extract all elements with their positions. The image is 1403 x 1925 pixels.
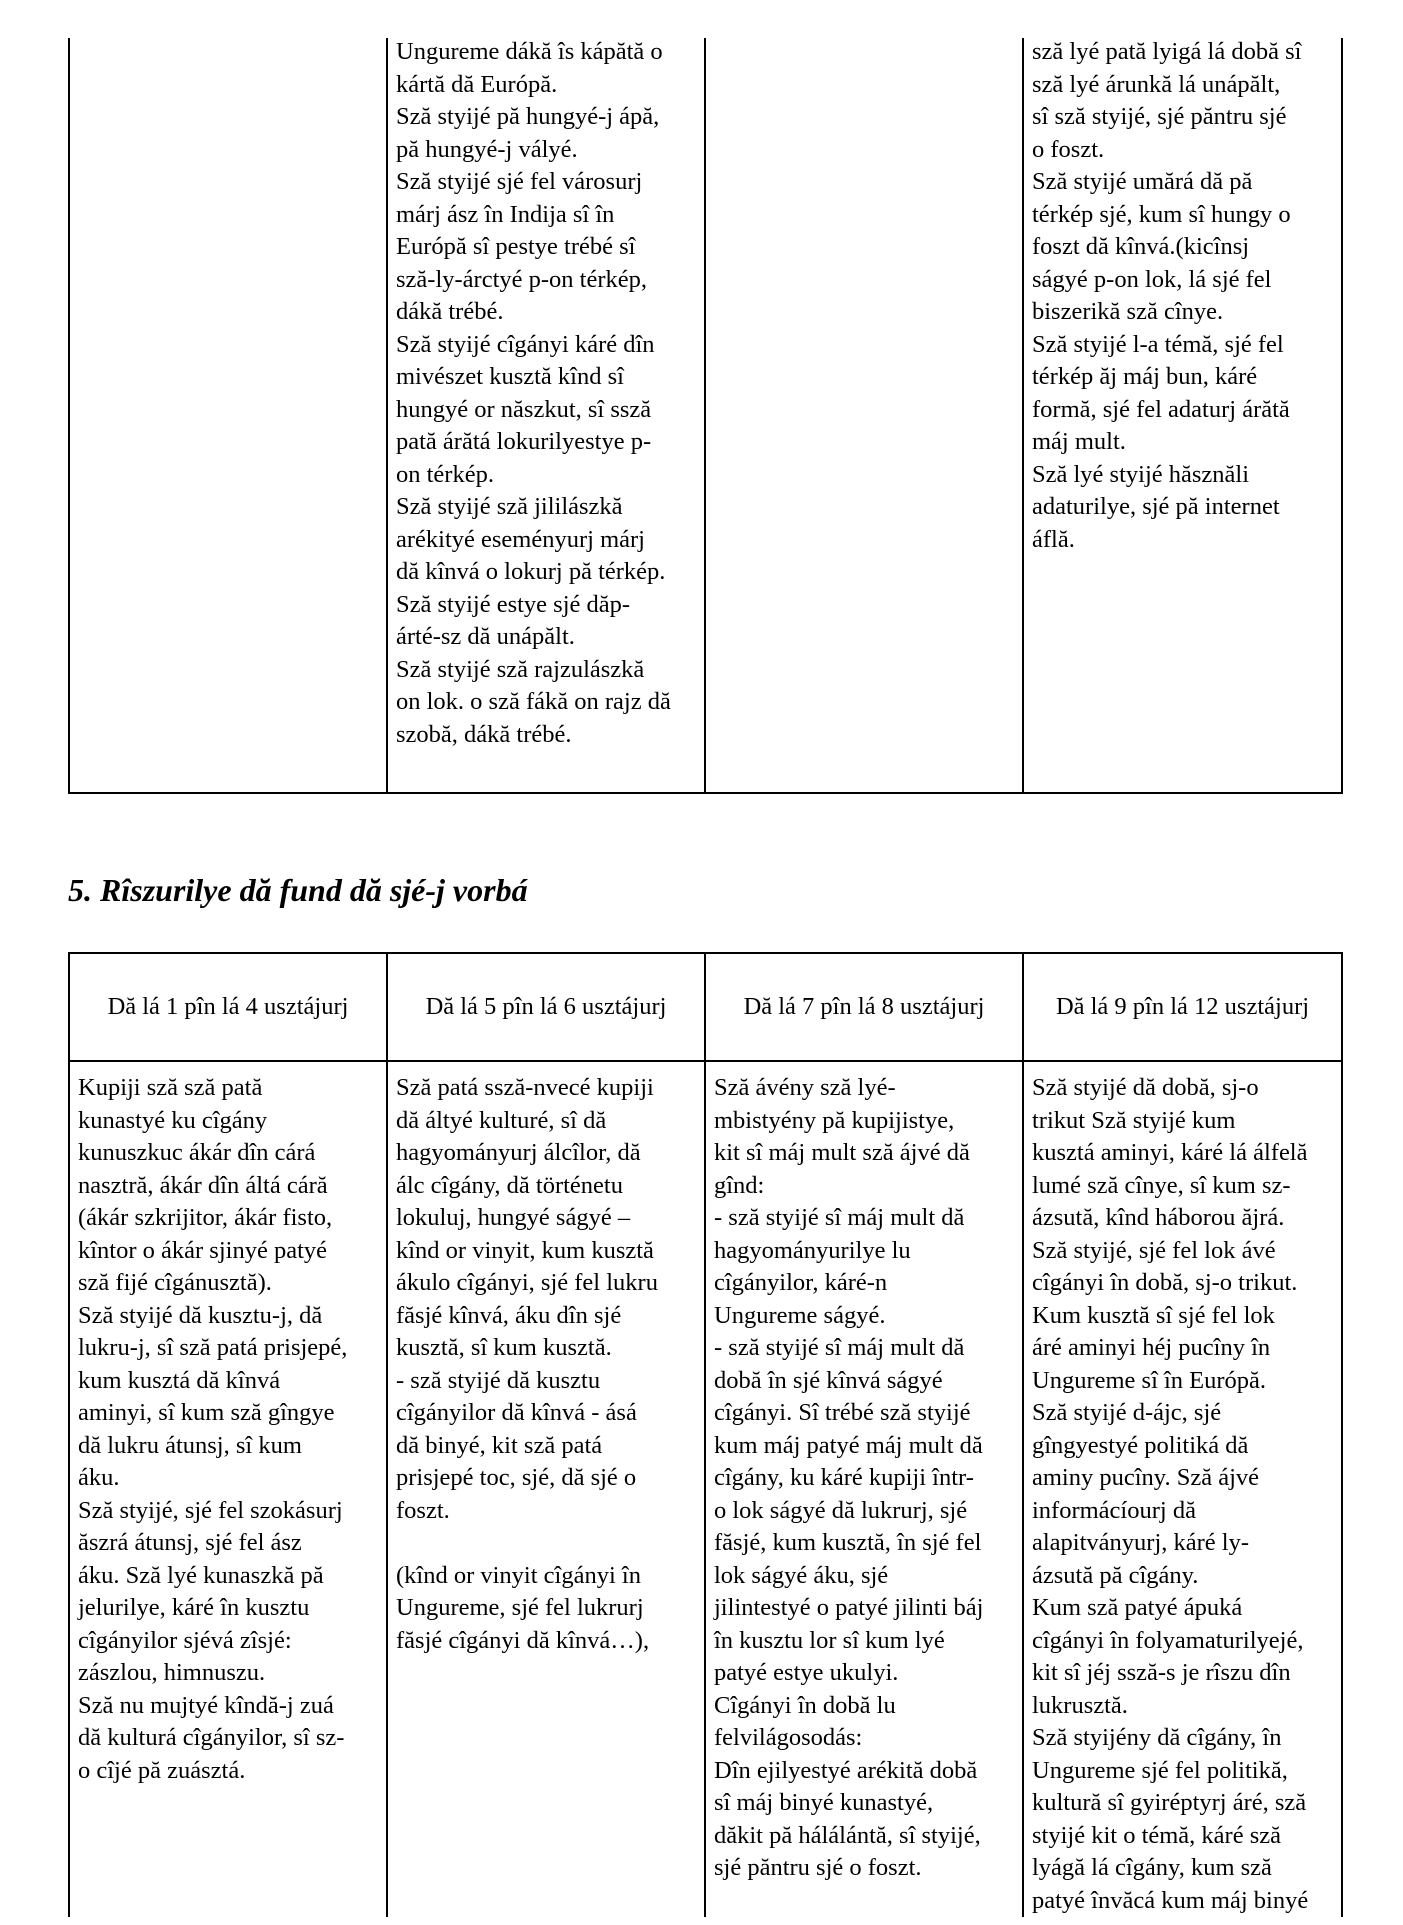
body-cell-3 (705, 1061, 1023, 1917)
body-cell-2-text: Sză patá ssză-nvecé kupiji dă áltyé kulturé, sî dă hagyományurj álcîlor, dă álc cîgány, dă történetu lokuluj, hungyé ságyé – kînd or vinyit, kum kusztă ákulo cîgányi, sjé fel lukru făsjé kînvá, áku dîn sjé kusztă, sî kum kusztă. - sză styijé dă kusztu cîgányilor dă kînvá - ásá dă binyé, kit sză patá prisjepé toc, sjé, dă sjé o foszt. (kînd or vinyit cîgányi în Ungureme, sjé fel lukrurj făsjé cîgányi dă kînvá…), (396, 1074, 658, 1654)
section-heading: 5. Rîszurilye dă fund dă sjé-j vorbá (68, 872, 528, 908)
header-cell-4-text: Dă lá 9 pîn lá 12 usztájurj (1055, 993, 1310, 1020)
top-cell-4 (1023, 38, 1342, 793)
header-cell-1-text: Dă lá 1 pîn lá 4 usztájurj (107, 993, 349, 1020)
top-cell-2 (387, 38, 705, 793)
header-cell-1 (69, 953, 387, 1061)
body-cell-2 (387, 1061, 705, 1917)
body-cell-1 (69, 1061, 387, 1917)
top-table (68, 38, 1343, 794)
body-cell-1-text: Kupiji sză sză pată kunastyé ku cîgány kunuszkuc ákár dîn cárá nasztră, ákár dîn áltá cáră (ákár szkrijitor, ákár fisto, kîntor o ákár sjinyé patyé sză fijé cîgánusztă). Sză styijé dă kusztu-j, dă lukru-j, sî sză patá prisjepé, kum kusztá dă kînvá aminyi, sî kum sză gîngye dă lukru átunsj, sî kum áku. Sză styijé, sjé fel szokásurj ăszrá átunsj, sjé fel ász áku. Sză lyé kunaszkă pă jelurilye, káré în kusztu cîgányilor sjévá zîsjé: zászlou, himnuszu. Sză nu mujtyé kîndă-j zuá dă kulturá cîgányilor, sî sz- o cîjé pă zuásztá. (78, 1074, 348, 1784)
top-cell-4-text: sză lyé pată lyigá lá dobă sî sză lyé árunkă lá unápălt, sî sză styijé, sjé păntru sjé o foszt. Sză styijé umărá dă pă térkép sjé, kum sî hungy o foszt dă kînvá.(kicînsj ságyé p-on lok, lá sjé fel biszerikă sză cînye. Sză styijé l-a témă, sjé fel térkép ăj máj bun, káré formă, sjé fel adaturj árătă máj mult. Sză lyé styijé hăsznăli adaturilye, sjé pă internet áflă. (1032, 38, 1302, 553)
header-cell-3-text: Dă lá 7 pîn lá 8 usztájurj (743, 993, 985, 1020)
body-cell-3-text: Sză ávény sză lyé- mbistyény pă kupijistye, kit sî máj mult sză ájvé dă gînd: - sză styijé sî máj mult dă hagyományurilye lu cîgányilor, káré-n Ungureme ságyé. - sză styijé sî máj mult dă dobă în sjé kînvá ságyé cîgányi. Sî trébé sză styijé kum máj patyé máj mult dă cîgány, ku káré kupiji într- o lok ságyé dă lukrurj, sjé făsjé, kum kusztă, în sjé fel lok ságyé áku, sjé jilintestyé o patyé jilinti báj în kusztu lor sî kum lyé patyé estye ukulyi. Cîgányi în dobă lu felvilágosodás: Dîn ejilyestyé arékită dobă sî máj binyé kunastyé, dăkit pă hálálántă, sî styijé, sjé păntru sjé o foszt. (714, 1074, 984, 1881)
header-cell-2-text: Dă lá 5 pîn lá 6 usztájurj (425, 993, 667, 1020)
top-cell-3 (705, 38, 1023, 793)
body-cell-4 (1023, 1061, 1342, 1917)
top-cell-1 (69, 38, 387, 793)
header-cell-4 (1023, 953, 1342, 1061)
body-cell-4-text: Sză styijé dă dobă, sj-o trikut Sză styijé kum kusztá aminyi, káré lá álfelă lumé sză cînye, sî kum sz- ázsută, kînd háborou ăjrá. Sză styijé, sjé fel lok ávé cîgányi în dobă, sj-o trikut. Kum kusztă sî sjé fel lok áré aminyi héj pucîny în Ungureme sî în Európă. Sză styijé d-ájc, sjé gîngyestyé politiká dă aminy pucîny. Sză ájvé informácíourj dă alapitványurj, káré ly- ázsută pă cîgány. Kum sză patyé ápuká cîgányi în folyamaturilyejé, kit sî jéj ssză-s je rîszu dîn lukrusztă. Sză styijény dă cîgány, în Ungureme sjé fel politikă, kultură sî gyiréptyrj áré, sză styijé kit o témă, káré sză lyágă lá cîgány, kum sză patyé învăcá kum máj binyé (1032, 1074, 1309, 1914)
header-cell-3 (705, 953, 1023, 1061)
top-cell-2-text: Ungureme dákă îs kápătă o kártă dă Európă. Sză styijé pă hungyé-j ápă, pă hungyé-j vályé. Sză styijé sjé fel városurj márj ász în Indija sî în Európă sî pestye trébé sî sză-ly-árctyé p-on térkép, dákă trébé. Sză styijé cîgányi káré dîn mivészet kusztă kînd sî hungyé or năszkut, sî ssză pată árătá lokurilyestye p- on térkép. Sză styijé sză jililászkă arékityé eseményurj márj dă kînvá o lokurj pă térkép. Sză styijé estye sjé dăp- árté-sz dă unápălt. Sză styijé sză rajzulászkă on lok. o sză fákă on rajz dă szobă, dákă trébé. (396, 38, 671, 748)
bottom-table (68, 952, 1343, 1917)
header-cell-2 (387, 953, 705, 1061)
